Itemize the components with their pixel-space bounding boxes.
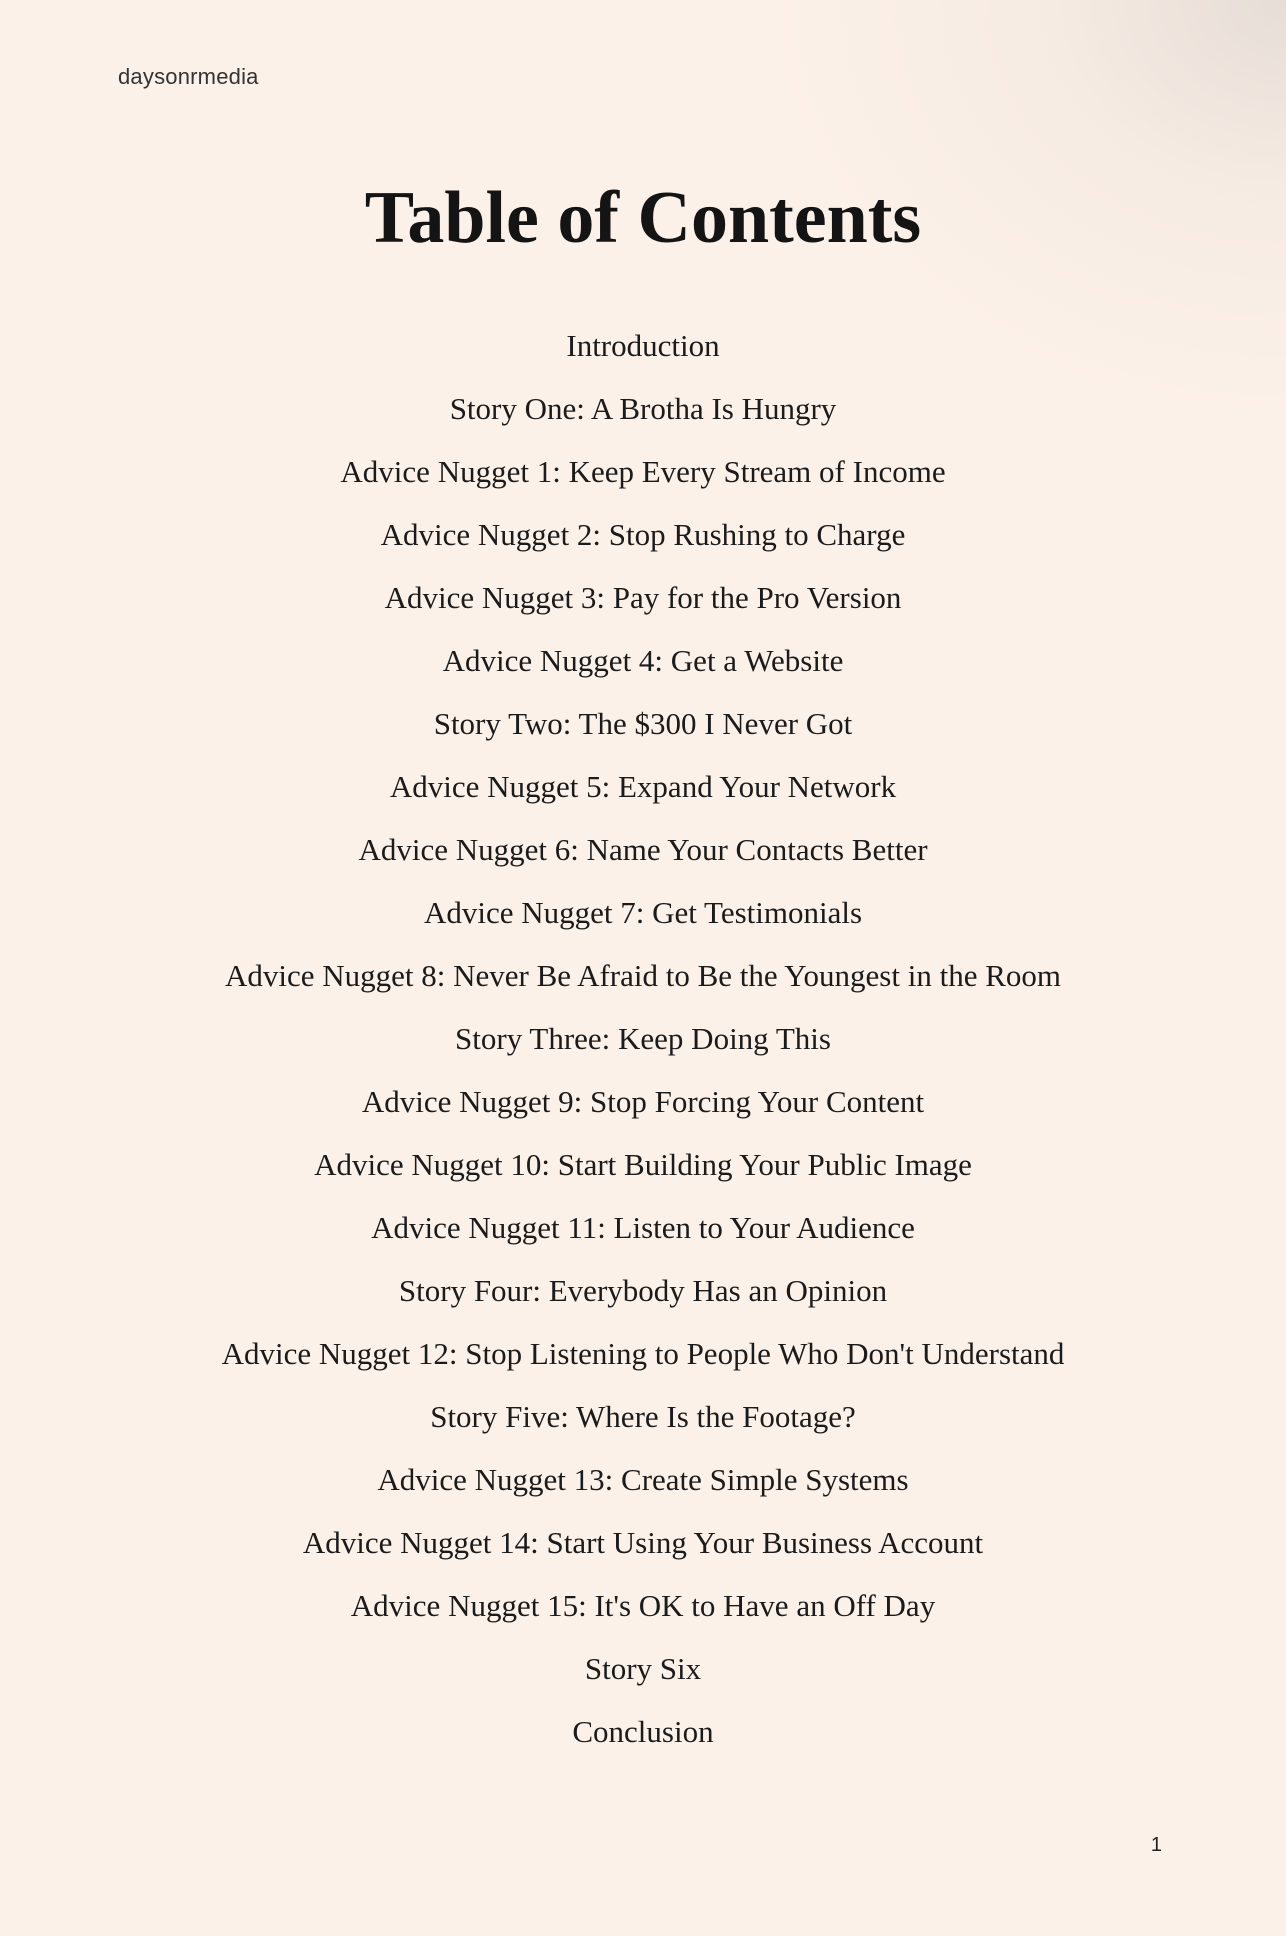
toc-entry: Story One: A Brotha Is Hungry	[449, 391, 837, 426]
toc-entry: Story Four: Everybody Has an Opinion	[398, 1273, 888, 1308]
toc-entry: Conclusion	[572, 1714, 714, 1749]
toc-entry: Advice Nugget 15: It's OK to Have an Off Day	[350, 1588, 936, 1623]
brand-label: daysonrmedia	[118, 64, 259, 89]
toc-entry: Story Two: The $300 I Never Got	[433, 706, 853, 741]
page-number: 1	[1150, 1834, 1162, 1856]
toc-entry: Advice Nugget 3: Pay for the Pro Version	[384, 580, 902, 615]
toc-entry: Advice Nugget 9: Stop Forcing Your Content	[361, 1084, 925, 1119]
toc-entry: Story Six	[584, 1651, 702, 1686]
toc-entry: Advice Nugget 10: Start Building Your Public Image	[314, 1147, 972, 1182]
toc-entry: Advice Nugget 12: Stop Listening to People Who Don't Understand	[221, 1336, 1065, 1371]
toc-entry: Advice Nugget 13: Create Simple Systems	[377, 1462, 909, 1497]
toc-entry: Story Three: Keep Doing This	[455, 1021, 831, 1056]
toc-entry: Advice Nugget 11: Listen to Your Audience	[371, 1210, 915, 1245]
toc-entry: Advice Nugget 2: Stop Rushing to Charge	[380, 517, 906, 552]
toc-entry: Story Five: Where Is the Footage?	[430, 1399, 856, 1434]
toc-entry: Advice Nugget 8: Never Be Afraid to Be the Youngest in the Room	[224, 958, 1062, 993]
toc-entry: Advice Nugget 6: Name Your Contacts Better	[358, 832, 928, 867]
page-title: Table of Contents	[364, 177, 922, 259]
toc-entry: Advice Nugget 14: Start Using Your Business Account	[302, 1525, 984, 1560]
toc-entry: Advice Nugget 1: Keep Every Stream of Income	[340, 454, 946, 489]
toc-entry: Advice Nugget 7: Get Testimonials	[423, 895, 863, 930]
table-of-contents	[0, 318, 1286, 1767]
toc-entry: Advice Nugget 5: Expand Your Network	[389, 769, 897, 804]
toc-entry: Introduction	[566, 328, 720, 363]
toc-entry: Advice Nugget 4: Get a Website	[442, 643, 844, 678]
